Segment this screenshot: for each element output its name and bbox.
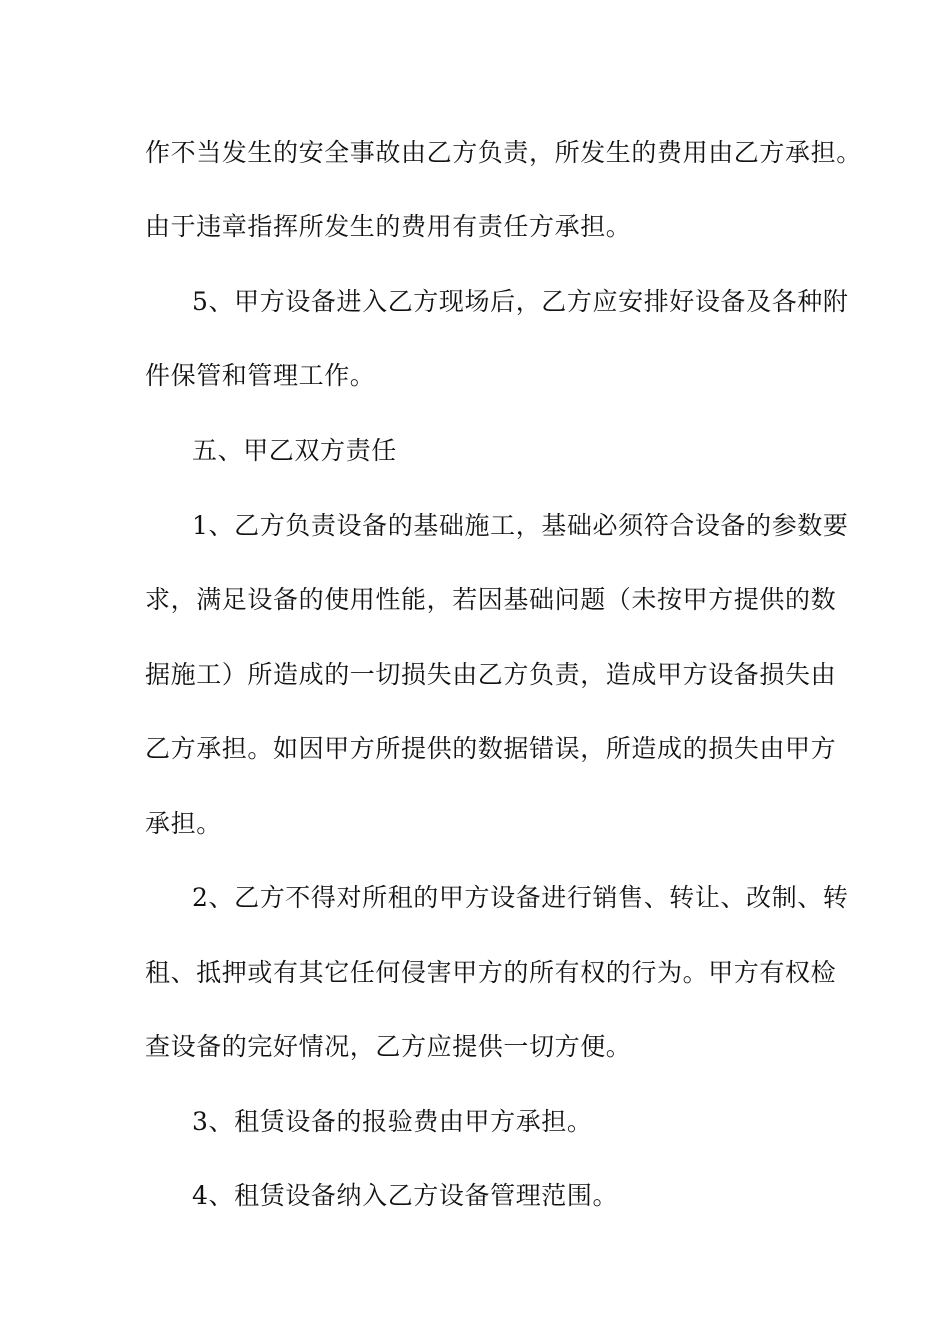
paragraph-start-line: 4、租赁设备纳入乙方设备管理范围。 (192, 1181, 619, 1210)
text-line: 求，满足设备的使用性能，若因基础问题（未按甲方提供的数 (145, 585, 837, 614)
text-line: 乙方承担。如因甲方所提供的数据错误，所造成的损失由甲方 (145, 734, 837, 763)
text-line: 租、抵押或有其它任何侵害甲方的所有权的行为。甲方有权检 (145, 958, 837, 987)
paragraph-start-line: 2、乙方不得对所租的甲方设备进行销售、转让、改制、转 (192, 883, 849, 912)
text-line: 承担。 (145, 809, 222, 838)
paragraph-start-line: 3、租赁设备的报验费由甲方承担。 (192, 1107, 593, 1136)
paragraph-start-line: 5、甲方设备进入乙方现场后，乙方应安排好设备及各种附 (192, 287, 849, 316)
text-line: 由于违章指挥所发生的费用有责任方承担。 (145, 212, 632, 241)
text-line: 据施工）所造成的一切损失由乙方负责，造成甲方设备损失由 (145, 660, 837, 689)
text-line: 作不当发生的安全事故由乙方负责，所发生的费用由乙方承担。 (145, 138, 862, 167)
text-line: 查设备的完好情况，乙方应提供一切方便。 (145, 1032, 632, 1061)
paragraph-start-line: 1、乙方负责设备的基础施工，基础必须符合设备的参数要 (192, 511, 849, 540)
text-line: 件保管和管理工作。 (145, 361, 376, 390)
section-heading: 五、甲乙双方责任 (192, 436, 397, 465)
